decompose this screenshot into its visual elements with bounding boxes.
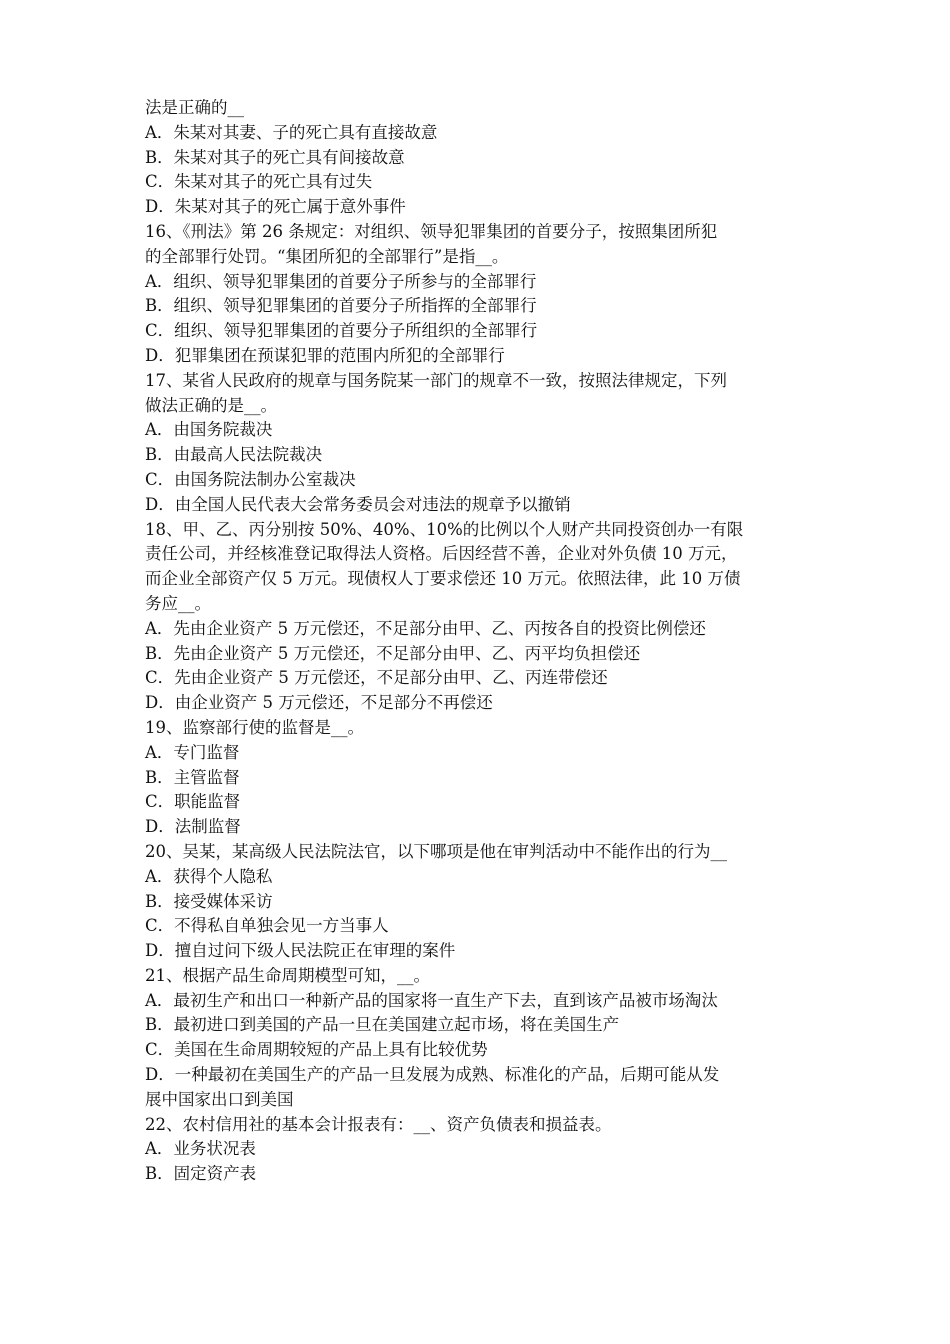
text-line: B．最初进口到美国的产品一旦在美国建立起市场，将在美国生产 bbox=[145, 1015, 620, 1035]
text-line: 法是正确的__ bbox=[145, 98, 244, 117]
text-line: 的全部罪行处罚。“集团所犯的全部罪行”是指__。 bbox=[145, 246, 509, 266]
text-line: 20、吴某，某高级人民法院法官，以下哪项是他在审判活动中不能作出的行为__ bbox=[145, 841, 727, 861]
document-page bbox=[145, 96, 825, 1187]
text-line: A．朱某对其妻、子的死亡具有直接故意 bbox=[145, 122, 438, 142]
text-line: 而企业全部资产仅 5 万元。现债权人丁要求偿还 10 万元。依照法律，此 10 万债 bbox=[145, 569, 741, 589]
text-line: D．由企业资产 5 万元偿还，不足部分不再偿还 bbox=[145, 693, 493, 713]
text-line: A．组织、领导犯罪集团的首要分子所参与的全部罪行 bbox=[145, 271, 537, 291]
text-line: C．由国务院法制办公室裁决 bbox=[145, 469, 356, 489]
text-line: 展中国家出口到美国 bbox=[145, 1089, 294, 1109]
text-line: A．最初生产和出口一种新产品的国家将一直生产下去，直到该产品被市场淘汰 bbox=[145, 990, 718, 1010]
text-line: D．犯罪集团在预谋犯罪的范围内所犯的全部罪行 bbox=[145, 345, 505, 365]
text-line: 16、《刑法》第 26 条规定：对组织、领导犯罪集团的首要分子，按照集团所犯 bbox=[145, 221, 718, 241]
text-line: D．擅自过问下级人民法院正在审理的案件 bbox=[145, 941, 456, 961]
text-line: C．组织、领导犯罪集团的首要分子所组织的全部罪行 bbox=[145, 321, 538, 341]
text-line: C．先由企业资产 5 万元偿还，不足部分由甲、乙、丙连带偿还 bbox=[145, 668, 608, 688]
text-line: B．主管监督 bbox=[145, 767, 240, 787]
text-line: A．专门监督 bbox=[145, 742, 240, 762]
text-line: D．一种最初在美国生产的产品一旦发展为成熟、标准化的产品，后期可能从发 bbox=[145, 1065, 720, 1085]
text-line: A．业务状况表 bbox=[145, 1139, 256, 1159]
text-line: C．职能监督 bbox=[145, 792, 241, 812]
text-line: A．获得个人隐私 bbox=[145, 866, 273, 886]
text-line: C．美国在生命周期较短的产品上具有比较优势 bbox=[145, 1040, 488, 1060]
text-line: B．朱某对其子的死亡具有间接故意 bbox=[145, 147, 405, 167]
text-line: B．接受媒体采访 bbox=[145, 891, 273, 911]
text-line: 21、根据产品生命周期模型可知，__。 bbox=[145, 965, 430, 985]
text-line: B．固定资产表 bbox=[145, 1164, 257, 1184]
text-line: 务应__。 bbox=[145, 593, 211, 613]
text-line: D．朱某对其子的死亡属于意外事件 bbox=[145, 197, 406, 217]
text-line: B．由最高人民法院裁决 bbox=[145, 445, 323, 465]
text-line: 责任公司，并经核准登记取得法人资格。后因经营不善，企业对外负债 10 万元， bbox=[145, 544, 738, 564]
text-line: C．朱某对其子的死亡具有过失 bbox=[145, 172, 373, 192]
text-line: 做法正确的是__。 bbox=[145, 395, 277, 415]
text-line: A．由国务院裁决 bbox=[145, 420, 273, 440]
text-line: B．先由企业资产 5 万元偿还，不足部分由甲、乙、丙平均负担偿还 bbox=[145, 643, 641, 663]
text-line: A．先由企业资产 5 万元偿还，不足部分由甲、乙、丙按各自的投资比例偿还 bbox=[145, 618, 706, 638]
text-line: D．由全国人民代表大会常务委员会对违法的规章予以撤销 bbox=[145, 494, 571, 514]
text-line: 22、农村信用社的基本会计报表有：__、资产负债表和损益表。 bbox=[145, 1114, 612, 1134]
text-line: C．不得私自单独会见一方当事人 bbox=[145, 916, 389, 936]
text-line: D．法制监督 bbox=[145, 817, 241, 837]
text-line: B．组织、领导犯罪集团的首要分子所指挥的全部罪行 bbox=[145, 296, 537, 316]
text-line: 18、甲、乙、丙分别按 50%、40%、10%的比例以个人财产共同投资创办一有限 bbox=[145, 519, 744, 539]
text-line: 19、监察部行使的监督是__。 bbox=[145, 717, 364, 737]
text-line: 17、某省人民政府的规章与国务院某一部门的规章不一致，按照法律规定，下列 bbox=[145, 370, 727, 390]
